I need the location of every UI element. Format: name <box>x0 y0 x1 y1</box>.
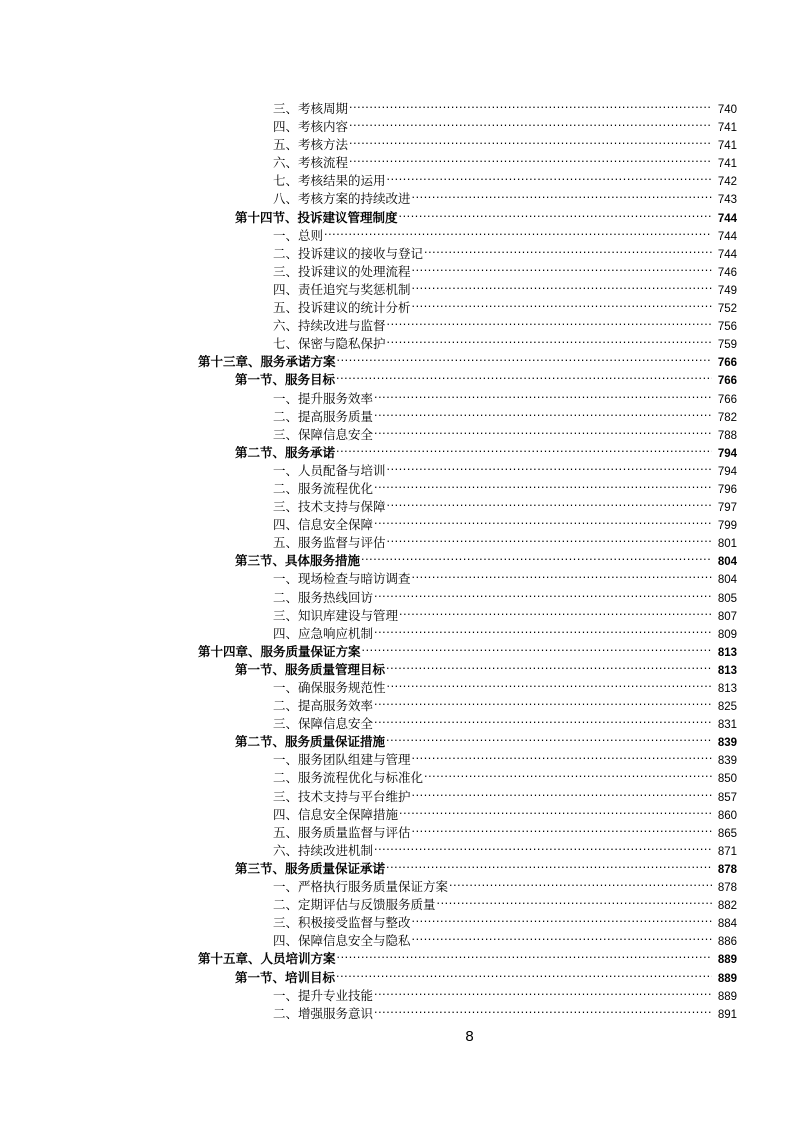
toc-item[interactable] <box>0 584 793 605</box>
toc-entry-title: 一、提升专业技能 <box>273 987 374 1003</box>
toc-entry-page: 882 <box>717 900 737 913</box>
toc-entry-page: 878 <box>717 882 737 895</box>
toc-section[interactable] <box>0 656 793 677</box>
toc-entry-title: 五、服务监督与评估 <box>273 535 386 551</box>
toc-entry-title: 六、持续改进与监督 <box>273 318 386 334</box>
page-number: 8 <box>465 1028 474 1045</box>
dot-leader <box>412 185 712 203</box>
toc-entry-title: 四、保障信息安全与隐私 <box>273 933 411 949</box>
table-of-contents <box>0 95 793 1021</box>
toc-entry-title: 七、保密与隐私保护 <box>273 336 386 352</box>
dot-leader <box>374 1000 712 1018</box>
dot-leader <box>387 312 712 330</box>
toc-entry-title: 第十五章、人员培训方案 <box>198 951 336 967</box>
dot-leader <box>424 240 712 258</box>
dot-leader <box>412 746 712 764</box>
toc-entry-page: 831 <box>717 719 737 732</box>
toc-entry-title: 三、考核周期 <box>273 101 349 116</box>
dot-leader <box>374 403 712 421</box>
toc-entry-page: 788 <box>717 429 737 442</box>
dot-leader <box>412 276 712 294</box>
toc-item[interactable] <box>0 312 793 334</box>
toc-entry-page: 744 <box>717 248 737 261</box>
toc-section[interactable] <box>0 439 793 460</box>
toc-item[interactable] <box>0 113 793 135</box>
toc-item[interactable] <box>0 95 793 116</box>
toc-item[interactable] <box>0 185 793 207</box>
toc-item[interactable] <box>0 421 793 442</box>
toc-entry-title: 第一节、服务质量管理目标 <box>235 661 386 677</box>
toc-entry-title: 二、服务流程优化与标准化 <box>273 770 424 786</box>
toc-item[interactable] <box>0 1000 793 1021</box>
toc-item[interactable] <box>0 511 793 533</box>
toc-entry-page: 741 <box>717 122 737 135</box>
toc-item[interactable] <box>0 602 793 623</box>
dot-leader <box>361 547 712 565</box>
toc-entry-page: 742 <box>717 176 737 189</box>
dot-leader <box>399 801 712 819</box>
toc-entry-page: 886 <box>717 936 737 949</box>
toc-chapter[interactable] <box>0 945 793 967</box>
dot-leader <box>424 764 712 782</box>
dot-leader <box>399 204 712 222</box>
toc-item[interactable] <box>0 149 793 171</box>
toc-entry-title: 一、服务团队组建与管理 <box>273 752 411 768</box>
toc-entry-title: 一、严格执行服务质量保证方案 <box>273 879 449 895</box>
toc-entry-page: 752 <box>717 303 737 316</box>
toc-entry-page: 801 <box>717 538 737 551</box>
toc-entry-page: 749 <box>717 284 737 297</box>
toc-entry-title: 第十四节、投诉建议管理制度 <box>235 209 398 225</box>
toc-entry-title: 二、服务热线回访 <box>273 589 374 605</box>
toc-entry-title: 一、确保服务规范性 <box>273 680 386 695</box>
toc-entry-title: 六、考核流程 <box>273 155 349 171</box>
toc-section[interactable] <box>0 366 793 388</box>
dot-leader <box>349 95 712 113</box>
toc-item[interactable] <box>0 746 793 768</box>
toc-entry-page: 756 <box>717 321 737 334</box>
toc-entry-title: 四、信息安全保障 <box>273 517 374 533</box>
dot-leader <box>387 493 712 511</box>
toc-item[interactable] <box>0 529 793 551</box>
dot-leader <box>349 131 712 149</box>
toc-entry-page: 871 <box>717 845 737 858</box>
toc-entry-page: 813 <box>717 664 737 677</box>
toc-entry-page: 766 <box>717 375 737 388</box>
toc-entry-title: 三、技术支持与平台维护 <box>273 788 411 804</box>
toc-section[interactable] <box>0 964 793 985</box>
toc-entry-title: 二、增强服务意识 <box>273 1005 374 1021</box>
toc-item[interactable] <box>0 330 793 352</box>
toc-item[interactable] <box>0 131 793 153</box>
toc-item[interactable] <box>0 692 793 714</box>
toc-entry-title: 三、保障信息安全 <box>273 426 374 442</box>
toc-item[interactable] <box>0 457 793 478</box>
toc-section[interactable] <box>0 547 793 569</box>
toc-item[interactable] <box>0 222 793 243</box>
toc-entry-title: 第十三章、服务承诺方案 <box>198 354 336 370</box>
toc-entry-title: 四、应急响应机制 <box>273 625 374 641</box>
dot-leader <box>374 385 712 403</box>
toc-item[interactable] <box>0 873 793 895</box>
toc-item[interactable] <box>0 674 793 695</box>
toc-entry-title: 三、技术支持与保障 <box>273 499 386 515</box>
toc-item[interactable] <box>0 385 793 406</box>
toc-item[interactable] <box>0 475 793 496</box>
toc-entry-page: 766 <box>717 393 737 406</box>
toc-item[interactable] <box>0 403 793 424</box>
dot-leader <box>387 529 712 547</box>
toc-entry-page: 744 <box>717 230 737 243</box>
toc-entry-title: 一、总则 <box>273 227 324 243</box>
toc-entry-title: 三、知识库建设与管理 <box>273 607 399 623</box>
toc-entry-page: 759 <box>717 339 737 352</box>
dot-leader <box>412 565 712 583</box>
toc-entry-page: 839 <box>717 755 737 768</box>
toc-entry-page: 804 <box>717 574 737 587</box>
toc-entry-page: 889 <box>717 954 737 967</box>
toc-entry-page: 825 <box>717 701 737 714</box>
toc-entry-title: 第三节、服务质量保证承诺 <box>235 860 386 876</box>
dot-leader <box>387 330 712 348</box>
dot-leader <box>324 222 712 240</box>
dot-leader <box>374 584 712 602</box>
toc-section[interactable] <box>0 728 793 750</box>
dot-leader <box>412 258 712 276</box>
toc-entry-page: 889 <box>717 972 737 985</box>
toc-entry-page: 741 <box>717 140 737 153</box>
dot-leader <box>449 873 712 891</box>
dot-leader <box>437 891 712 909</box>
dot-leader <box>374 710 712 728</box>
toc-entry-title: 四、考核内容 <box>273 119 349 135</box>
toc-entry-title: 第一节、服务目标 <box>235 372 336 388</box>
toc-item[interactable] <box>0 982 793 1003</box>
toc-entry-title: 第一节、培训目标 <box>235 969 336 985</box>
toc-entry-page: 850 <box>717 773 737 786</box>
dot-leader <box>374 421 712 439</box>
dot-leader <box>337 945 712 963</box>
dot-leader <box>387 167 712 185</box>
dot-leader <box>349 149 712 167</box>
toc-item[interactable] <box>0 710 793 732</box>
dot-leader <box>412 927 712 945</box>
toc-entry-page: 794 <box>717 465 737 478</box>
toc-entry-page: 813 <box>717 646 737 659</box>
toc-entry-page: 865 <box>717 827 737 840</box>
dot-leader <box>412 783 712 801</box>
toc-entry-page: 796 <box>717 483 737 496</box>
dot-leader <box>374 982 712 1000</box>
toc-item[interactable] <box>0 620 793 641</box>
toc-entry-title: 二、提高服务效率 <box>273 698 374 714</box>
toc-entry-title: 二、服务流程优化 <box>273 480 374 496</box>
toc-entry-page: 860 <box>717 809 737 822</box>
toc-chapter[interactable] <box>0 638 793 659</box>
toc-entry-page: 744 <box>717 212 737 225</box>
dot-leader <box>374 475 712 493</box>
toc-entry-page: 884 <box>717 918 737 931</box>
dot-leader <box>374 620 712 638</box>
toc-entry-page: 857 <box>717 791 737 804</box>
dot-leader <box>336 439 712 457</box>
toc-entry-title: 第二节、服务承诺 <box>235 444 336 460</box>
dot-leader <box>386 728 712 746</box>
toc-entry-page: 797 <box>717 502 737 515</box>
toc-entry-title: 三、投诉建议的处理流程 <box>273 263 411 279</box>
toc-entry-title: 五、考核方法 <box>273 137 349 153</box>
toc-entry-title: 二、定期评估与反馈服务质量 <box>273 897 436 913</box>
toc-entry-title: 五、服务质量监督与评估 <box>273 824 411 840</box>
toc-entry-page: 794 <box>717 447 737 460</box>
toc-entry-page: 741 <box>717 158 737 171</box>
dot-leader <box>399 602 712 620</box>
toc-entry-title: 六、持续改进机制 <box>273 842 374 858</box>
toc-entry-title: 一、现场检查与暗访调查 <box>273 571 411 587</box>
toc-entry-page: 813 <box>717 683 737 695</box>
toc-entry-page: 782 <box>717 411 737 424</box>
dot-leader <box>374 837 712 855</box>
dot-leader <box>336 964 712 982</box>
toc-entry-page: 766 <box>717 357 737 370</box>
toc-entry-title: 第二节、服务质量保证措施 <box>235 734 386 750</box>
toc-entry-page: 740 <box>717 104 737 116</box>
toc-entry-title: 四、责任追究与奖惩机制 <box>273 281 411 297</box>
dot-leader <box>412 294 712 312</box>
toc-entry-page: 891 <box>717 1008 737 1021</box>
toc-entry-page: 809 <box>717 628 737 641</box>
toc-entry-page: 889 <box>717 990 737 1003</box>
dot-leader <box>387 674 712 692</box>
toc-entry-title: 八、考核方案的持续改进 <box>273 191 411 207</box>
toc-item[interactable] <box>0 565 793 587</box>
toc-entry-title: 三、积极接受监督与整改 <box>273 915 411 931</box>
toc-entry-page: 799 <box>717 520 737 533</box>
toc-entry-title: 二、投诉建议的接收与登记 <box>273 245 424 261</box>
toc-entry-page: 743 <box>717 194 737 207</box>
dot-leader <box>386 855 712 873</box>
toc-chapter[interactable] <box>0 348 793 370</box>
toc-entry-title: 第十四章、服务质量保证方案 <box>198 643 361 659</box>
toc-entry-page: 839 <box>717 737 737 750</box>
toc-entry-title: 一、人员配备与培训 <box>273 462 386 478</box>
toc-entry-title: 七、考核结果的运用 <box>273 173 386 189</box>
toc-entry-page: 807 <box>717 610 737 623</box>
dot-leader <box>374 692 712 710</box>
toc-entry-page: 878 <box>717 863 737 876</box>
dot-leader <box>349 113 712 131</box>
dot-leader <box>387 457 712 475</box>
dot-leader <box>412 909 712 927</box>
toc-entry-title: 三、保障信息安全 <box>273 716 374 732</box>
dot-leader <box>374 511 712 529</box>
dot-leader <box>362 638 712 656</box>
dot-leader <box>337 348 712 366</box>
toc-item[interactable] <box>0 167 793 189</box>
toc-entry-title: 一、提升服务效率 <box>273 390 374 406</box>
toc-entry-title: 第三节、具体服务措施 <box>235 553 361 569</box>
dot-leader <box>336 366 712 384</box>
toc-item[interactable] <box>0 493 793 515</box>
dot-leader <box>412 819 712 837</box>
toc-entry-title: 四、信息安全保障措施 <box>273 806 399 822</box>
toc-entry-page: 746 <box>717 266 737 279</box>
toc-section[interactable] <box>0 855 793 876</box>
toc-entry-title: 五、投诉建议的统计分析 <box>273 300 411 316</box>
dot-leader <box>386 656 712 674</box>
toc-item[interactable] <box>0 240 793 261</box>
toc-item[interactable] <box>0 837 793 858</box>
toc-entry-title: 二、提高服务质量 <box>273 408 374 424</box>
toc-entry-page: 805 <box>717 592 737 605</box>
toc-entry-page: 804 <box>717 556 737 569</box>
